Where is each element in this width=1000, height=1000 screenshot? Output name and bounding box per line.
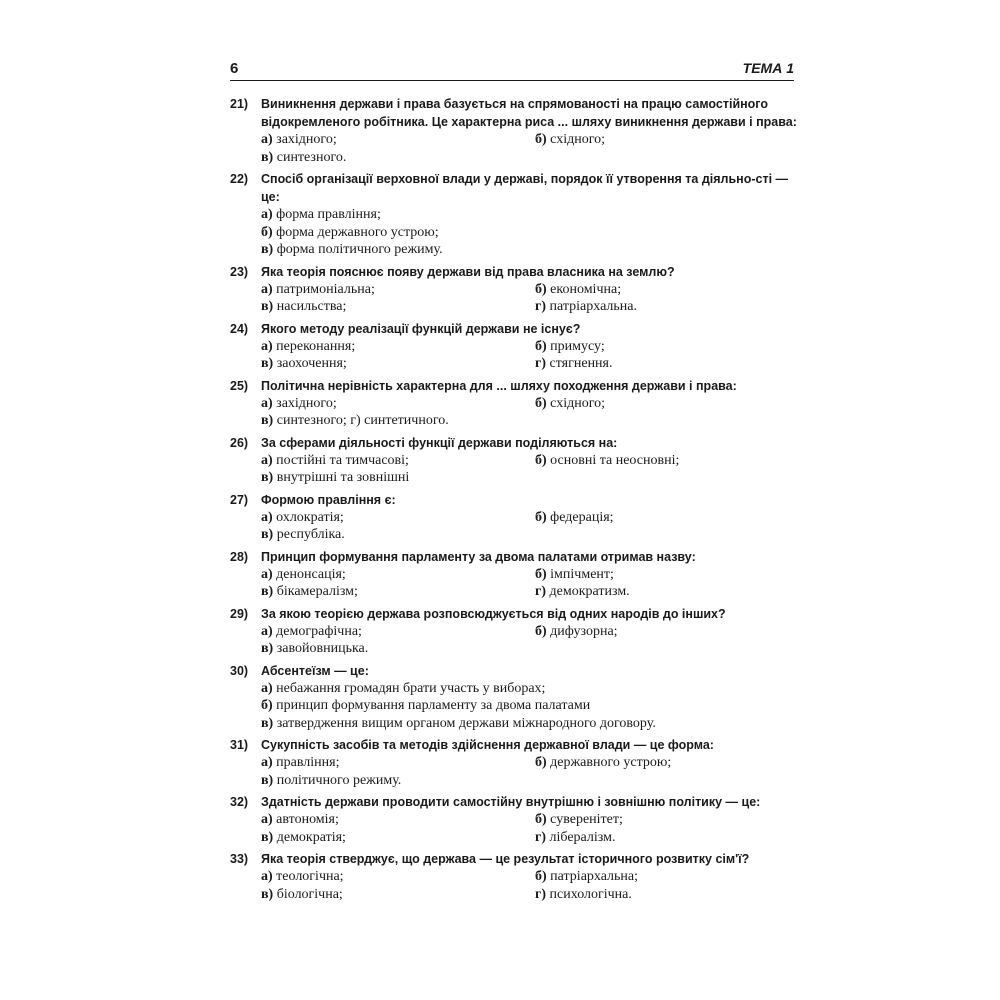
option-letter: а): [261, 395, 273, 411]
option-letter: в): [261, 470, 274, 485]
question-30: [230, 662, 800, 733]
page-header: [230, 58, 794, 81]
option-text: охлократія;: [272, 509, 344, 525]
option-letter: б): [535, 812, 547, 827]
option-a: [261, 623, 535, 641]
option-text: денонсація;: [272, 566, 346, 582]
option-b: [261, 697, 800, 715]
option-a: [261, 206, 800, 224]
option-a: [261, 509, 535, 527]
option-v: [261, 526, 535, 544]
option-text: внутрішні та зовнішні: [273, 470, 410, 485]
option-text: форма державного устрою;: [272, 224, 439, 240]
option-letter: в): [261, 356, 274, 371]
question-22: [230, 170, 800, 259]
option-g: [535, 298, 800, 316]
option-letter: в): [261, 829, 274, 845]
question-number: 30): [230, 663, 249, 678]
option-letter: б): [535, 452, 547, 468]
option-text: суверенітет;: [546, 812, 623, 827]
option-text: психологічна.: [546, 886, 632, 902]
option-text: переконання;: [272, 338, 356, 354]
question-number: 26): [230, 435, 249, 450]
question-number: 31): [230, 738, 249, 752]
question-number: 25): [230, 378, 249, 393]
question-31: [230, 736, 800, 789]
option-letter: г): [535, 356, 547, 371]
option-letter: а): [261, 869, 273, 884]
option-v: [261, 412, 535, 430]
option-a: [261, 338, 535, 356]
question-text: Яка теорія стверджує, що держава — це результат історичного розвитку сім'ї?: [261, 852, 750, 866]
option-letter: а): [261, 623, 273, 639]
option-text: демографічна;: [272, 623, 362, 639]
option-letter: г): [535, 886, 547, 902]
option-text: економічна;: [546, 281, 622, 297]
option-b: [535, 623, 800, 641]
answer-options: [261, 281, 800, 316]
option-text: східного;: [546, 395, 605, 411]
option-b: [535, 281, 800, 299]
option-letter: а): [261, 812, 273, 827]
option-g: [535, 886, 800, 904]
option-v: [261, 829, 535, 847]
question-26: [230, 434, 800, 487]
question-text: Яка теорія пояснює появу держави від права власника на землю?: [261, 264, 675, 279]
option-b: [535, 868, 800, 886]
option-text: затвердження вищим органом держави міжнародного договору.: [273, 715, 656, 731]
option-v: [261, 469, 535, 487]
option-text: правління;: [272, 755, 340, 770]
option-text: форма політичного режиму.: [273, 242, 443, 257]
option-letter: а): [261, 207, 273, 222]
option-letter: б): [261, 224, 273, 240]
option-letter: а): [261, 132, 273, 147]
option-letter: г): [535, 829, 547, 845]
option-text: політичного режиму.: [273, 772, 402, 788]
option-text: патріархальна.: [546, 299, 637, 314]
option-letter: в): [261, 641, 274, 656]
question-27: [230, 491, 800, 544]
option-b: [535, 395, 800, 413]
option-g: [535, 829, 800, 847]
answer-options: [261, 131, 800, 166]
option-b: [535, 509, 800, 527]
option-text: лібералізм.: [546, 829, 616, 845]
option-letter: б): [535, 338, 547, 354]
option-text: стягнення.: [546, 356, 613, 371]
answer-options: [261, 811, 800, 846]
option-text: патріархальна;: [546, 869, 639, 884]
option-text: примусу;: [546, 338, 605, 354]
option-letter: б): [535, 395, 547, 411]
option-a: [261, 395, 535, 413]
question-text: За сферами діяльності функції держави поділяються на:: [261, 435, 618, 450]
option-letter: а): [261, 452, 273, 468]
option-letter: б): [535, 132, 547, 147]
question-24: [230, 320, 800, 373]
question-21: [230, 95, 800, 166]
question-text: Політична нерівність характерна для ... шляху походження держави і права:: [261, 378, 737, 393]
option-letter: в): [261, 886, 274, 902]
question-32: [230, 793, 800, 846]
question-25: [230, 377, 800, 430]
question-33: [230, 850, 800, 903]
option-v: [261, 583, 535, 601]
question-text: Спосіб організації верховної влади у державі, порядок її утворення та діяльно-сті — це:: [261, 172, 789, 204]
question-number: 32): [230, 795, 249, 809]
option-letter: б): [535, 869, 547, 884]
question-23: [230, 263, 800, 316]
question-text: Формою правління є:: [261, 492, 396, 507]
option-a: [261, 680, 800, 698]
option-v: [261, 886, 535, 904]
option-v: [261, 715, 800, 733]
question-text: Виникнення держави і права базується на спрямованості на працю самостійного відокремленого робітника. Це характерна риса ... шляху виникнення держави і права:: [261, 97, 797, 129]
option-letter: а): [261, 755, 273, 770]
option-text: дифузорна;: [546, 623, 618, 639]
option-text: принцип формування парламенту за двома палатами: [272, 698, 591, 713]
option-a: [261, 566, 535, 584]
option-text: синтезного.: [273, 149, 347, 165]
option-letter: б): [535, 566, 547, 582]
option-b: [535, 131, 800, 149]
option-a: [261, 811, 535, 829]
question-number: 24): [230, 321, 249, 336]
question-number: 28): [230, 549, 249, 564]
option-text: демократизм.: [546, 584, 630, 599]
option-b: [535, 754, 800, 772]
option-letter: в): [261, 149, 274, 165]
option-text: бікамералізм;: [273, 584, 358, 599]
section-title: ТЕМА 1: [742, 60, 794, 76]
option-a: [261, 754, 535, 772]
answer-options: [261, 452, 800, 487]
answer-options: [261, 680, 800, 733]
option-letter: в): [261, 715, 274, 731]
question-text: Здатність держави проводити самостійну внутрішню і зовнішню політику — це:: [261, 795, 761, 809]
option-letter: а): [261, 338, 273, 354]
option-letter: б): [535, 509, 547, 525]
option-text: демократія;: [273, 829, 346, 845]
question-number: 27): [230, 492, 249, 507]
question-number: 29): [230, 606, 249, 621]
option-a: [261, 281, 535, 299]
option-letter: в): [261, 584, 274, 599]
option-text: завойовницька.: [273, 641, 369, 656]
option-text: державного устрою;: [546, 755, 672, 770]
option-text: насильства;: [273, 299, 347, 314]
answer-options: [261, 206, 800, 259]
option-letter: г): [535, 299, 547, 314]
option-text: форма правління;: [272, 207, 381, 222]
answer-options: [261, 623, 800, 658]
answer-options: [261, 754, 800, 789]
option-text: небажання громадян брати участь у виборах;: [272, 680, 546, 696]
option-a: [261, 131, 535, 149]
option-text: теологічна;: [272, 869, 344, 884]
page-number: 6: [230, 60, 239, 77]
option-letter: в): [261, 299, 274, 314]
option-a: [261, 452, 535, 470]
option-text: патримоніальна;: [272, 281, 375, 297]
option-v: [261, 298, 535, 316]
question-text: Принцип формування парламенту за двома палатами отримав назву:: [261, 549, 696, 564]
option-g: [535, 583, 800, 601]
option-b: [535, 811, 800, 829]
question-text: За якою теорією держава розповсюджується від одних народів до інших?: [261, 606, 726, 621]
question-text: Абсентеїзм — це:: [261, 663, 369, 678]
option-letter: г): [535, 584, 547, 599]
option-text: республіка.: [273, 527, 345, 542]
option-a: [261, 868, 535, 886]
option-b: [261, 224, 800, 242]
option-text: постійні та тимчасові;: [272, 452, 409, 468]
option-letter: а): [261, 566, 273, 582]
option-letter: а): [261, 509, 273, 525]
option-b: [535, 338, 800, 356]
option-v: [261, 640, 535, 658]
option-letter: а): [261, 680, 273, 696]
question-number: 33): [230, 852, 249, 866]
question-28: [230, 548, 800, 601]
option-v: [261, 241, 800, 259]
option-g: [535, 355, 800, 373]
option-text: автономія;: [272, 812, 339, 827]
option-letter: в): [261, 527, 274, 542]
question-number: 21): [230, 97, 249, 111]
question-29: [230, 605, 800, 658]
option-letter: б): [535, 755, 547, 770]
option-text: федерація;: [546, 509, 614, 525]
option-text: імпічмент;: [546, 566, 614, 582]
option-v: [261, 355, 535, 373]
option-text: заохочення;: [273, 356, 347, 371]
option-text: західного;: [272, 132, 337, 147]
questions-list: [230, 95, 800, 907]
question-text: Якого методу реалізації функцій держави не існує?: [261, 321, 581, 336]
answer-options: [261, 395, 800, 430]
option-text: східного;: [546, 132, 605, 147]
option-text: біологічна;: [273, 886, 343, 902]
option-letter: в): [261, 413, 274, 428]
option-letter: б): [535, 281, 547, 297]
option-text: західного;: [272, 395, 337, 411]
question-number: 23): [230, 264, 249, 279]
option-b: [535, 452, 800, 470]
option-text: основні та неосновні;: [546, 452, 680, 468]
answer-options: [261, 338, 800, 373]
answer-options: [261, 509, 800, 544]
option-letter: б): [535, 623, 547, 639]
answer-options: [261, 868, 800, 903]
option-letter: а): [261, 281, 273, 297]
option-b: [535, 566, 800, 584]
option-v: [261, 149, 535, 167]
option-v: [261, 772, 535, 790]
option-letter: в): [261, 772, 274, 788]
option-text: синтезного; г) синтетичного.: [273, 413, 449, 428]
option-letter: в): [261, 242, 274, 257]
question-text: Сукупність засобів та методів здійснення державної влади — це форма:: [261, 738, 714, 752]
question-number: 22): [230, 172, 249, 186]
answer-options: [261, 566, 800, 601]
option-letter: б): [261, 698, 273, 713]
